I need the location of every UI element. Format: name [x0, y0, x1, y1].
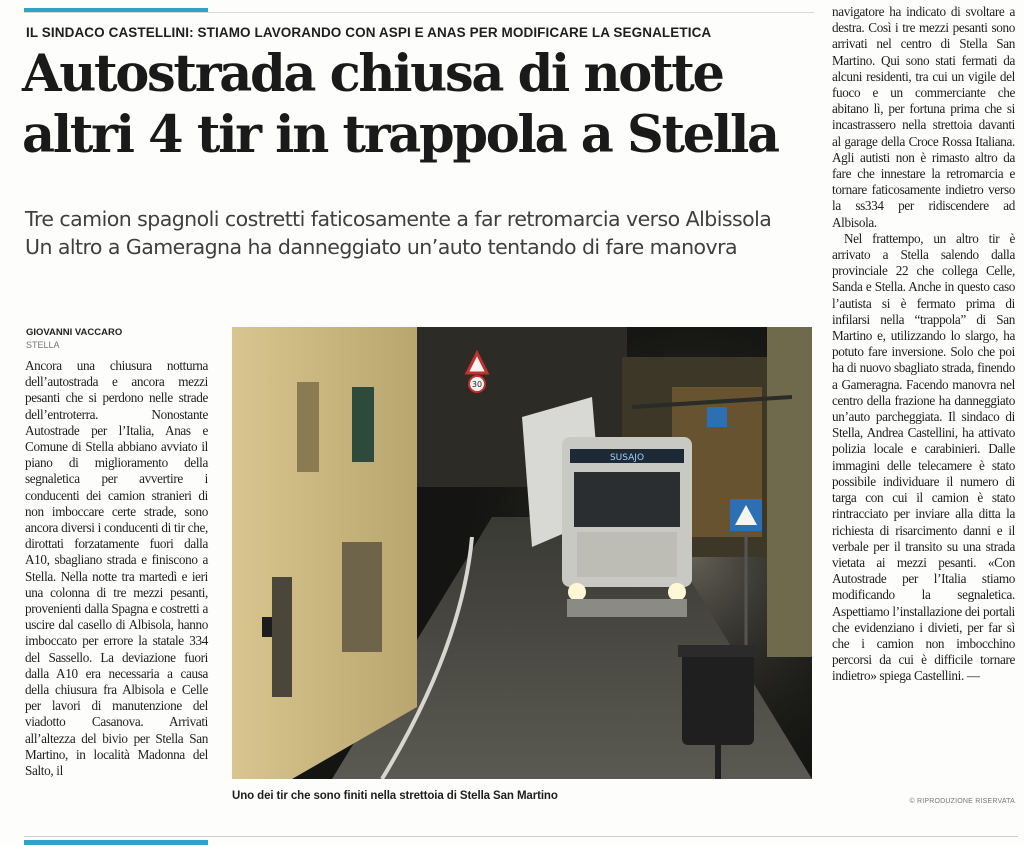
copyright: © RIPRODUZIONE RISERVATA	[909, 798, 1015, 805]
top-rule	[24, 12, 814, 13]
article-column-3	[832, 4, 1015, 685]
headline-line-1: Autostrada chiusa di notte	[22, 44, 723, 104]
headline	[22, 44, 822, 166]
photo-caption: Uno dei tir che sono finiti nella strettoia di Stella San Martino	[232, 790, 558, 802]
subhead-line-2: Un altro a Gameragna ha danneggiato un’auto tentando di fare manovra	[25, 235, 738, 259]
truck-display: SUSAJO	[609, 453, 645, 463]
byline-author: GIOVANNI VACCARO	[26, 327, 123, 338]
subhead	[25, 205, 825, 261]
article-text-part-1-cont: navigatore ha indicato di svoltare a destra. Così i tre mezzi pesanti sono arrivati nel centro di Stella San Martino. Qui sono stati fermati da alcuni residenti, tra cui un vigile del fuoco e un commerciante che abitano lì, per fortuna prima che si incastrassero nella strettoia davanti al garage della Croce Rossa Italiana. Agli autisti non è rimasto altro da fare che innestare la retromarcia e tornare faticosamente indietro verso la ss334 per ridiscendere ad Albisola.	[832, 4, 1015, 230]
article-column-1	[25, 358, 208, 779]
headline-line-2: altri 4 tir in trappola a Stella	[22, 105, 778, 165]
photo-illustration	[232, 327, 812, 779]
speed-sign-value: 30	[471, 380, 483, 389]
subhead-line-1: Tre camion spagnoli costretti faticosamente a far retromarcia verso Albissola	[25, 207, 772, 231]
byline	[26, 327, 216, 351]
article-photo	[232, 327, 812, 779]
bottom-rule	[24, 836, 1018, 837]
byline-place: STELLA	[26, 340, 60, 350]
article-paragraph-2: Nel frattempo, un altro tir è arrivato a Stella salendo dalla provinciale 22 che collega Celle, Sanda e Stella. Anche in questo caso l’autista si è fermato prima di infilarsi nella “trappola” di San Martino e, utilizzando lo slargo, ha potuto fare inversione. Solo che poi ha di nuovo sbagliato strada, finendo a Gameragna. Facendo manovra nel centro della frazione ha danneggiato un’auto parcheggiata. Il sindaco di Stella, Andrea Castellini, ha attivato polizia locale e carabinieri. Dalle immagini delle telecamere è stato possibile individuare il numero di targa con cui il camion è stato rintracciato per inviare alla ditta la richiesta di risarcimento danni e il verbale per il transito su una strada vietata ai mezzi pesanti. «Con Autostrade per l’Italia stiamo modificando la segnaletica. Aspettiamo l’installazione dei portali che evidenziano i divieti, per far sì che i camion non imbocchino percorsi da cui è difficile tornare indietro» spiega Castellini. —	[832, 230, 1015, 684]
accent-bar-bottom	[24, 840, 208, 845]
kicker: IL SINDACO CASTELLINI: STIAMO LAVORANDO CON ASPI E ANAS PER MODIFICARE LA SEGNALETICA	[26, 25, 712, 40]
article-text-part-1: Ancora una chiusura notturna dell’autostrada e ancora mezzi pesanti che si perdono nelle strade dell’entroterra. Nonostante Autostrade per l’Italia, Anas e Comune di Stella abbiano avviato il piano di miglioramento della segnaletica per avvertire i conducenti dei camion stranieri di non imboccare certe strade, sono ancora diversi i conducenti di tir che, dirottati forzatamente fuori dalla A10, sbagliano strada e finiscono a Stella. Nella notte tra martedì e ieri una colonna di tre mezzi pesanti, provenienti dalla Spagna e costretti a uscire dal casello di Albisola, hanno imboccato per errore la statale 334 del Sassello. La deviazione fuori dalla A10 era necessaria a causa della chiusura fra Albisola e Celle per lavori di manutenzione del viadotto Casanova. Arrivati all’altezza del bivio per Stella San Martino, in località Madonna del Salto, il	[25, 358, 208, 779]
